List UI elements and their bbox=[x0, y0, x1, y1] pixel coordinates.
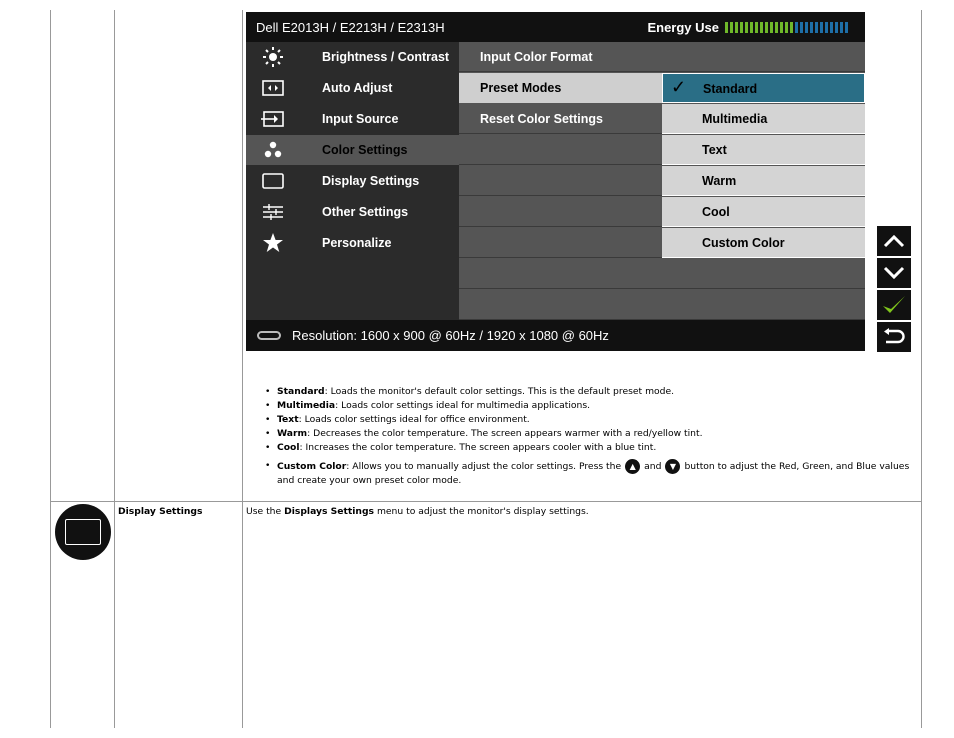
menu-item-personalize[interactable] bbox=[246, 228, 459, 258]
bullet-term: Text bbox=[277, 414, 299, 425]
menu-item-color-settings[interactable] bbox=[246, 135, 459, 165]
submenu-item-reset-color-settings[interactable]: Reset Color Settings bbox=[480, 112, 603, 126]
energy-bar-segment bbox=[755, 22, 758, 33]
chevron-up-icon bbox=[883, 233, 905, 249]
menu-item-other-settings[interactable] bbox=[246, 197, 459, 227]
option-cool[interactable] bbox=[662, 197, 865, 227]
list-item bbox=[265, 459, 915, 488]
desc-text: Use the bbox=[246, 506, 282, 517]
option-label: Cool bbox=[702, 205, 730, 219]
bullet-term: Multimedia bbox=[277, 400, 336, 411]
back-button[interactable] bbox=[877, 322, 911, 352]
menu-label: Input Source bbox=[322, 112, 399, 126]
desc-term: Displays Settings bbox=[284, 506, 375, 517]
osd-footer bbox=[246, 320, 865, 351]
bullet-term: Warm bbox=[277, 428, 308, 439]
sliders-icon bbox=[260, 202, 286, 222]
energy-bar-segment bbox=[805, 22, 808, 33]
option-multimedia[interactable] bbox=[662, 104, 865, 134]
menu-item-display-settings[interactable] bbox=[246, 166, 459, 196]
bullet-text: : Loads color settings ideal for office environment. bbox=[298, 414, 530, 425]
submenu-row bbox=[459, 290, 865, 320]
auto-adjust-icon bbox=[260, 78, 286, 98]
checkmark-icon: ✓ bbox=[671, 77, 687, 97]
energy-bar-segment bbox=[840, 22, 843, 33]
energy-bar-segment bbox=[770, 22, 773, 33]
option-label: Text bbox=[702, 143, 727, 157]
bullet-text: : Loads color settings ideal for multimedia applications. bbox=[335, 400, 591, 411]
energy-bar-segment bbox=[830, 22, 833, 33]
sun-icon bbox=[260, 47, 286, 67]
list-item bbox=[265, 427, 915, 441]
energy-use-meter bbox=[725, 22, 851, 33]
menu-label: Other Settings bbox=[322, 205, 409, 219]
bullet-text: : Allows you to manually adjust the color settings. Press the bbox=[346, 461, 622, 472]
list-item bbox=[265, 385, 915, 399]
resolution-text: Resolution: 1600 x 900 @ 60Hz / 1920 x 1080 @ 60Hz bbox=[292, 328, 609, 343]
submenu-item-input-color-format[interactable]: Input Color Format bbox=[480, 50, 593, 64]
row-label-display-settings: Display Settings bbox=[118, 506, 203, 517]
energy-bar-segment bbox=[740, 22, 743, 33]
list-item bbox=[265, 399, 915, 413]
option-label: Warm bbox=[702, 174, 737, 188]
energy-bar-segment bbox=[775, 22, 778, 33]
up-arrow-button[interactable] bbox=[877, 226, 911, 256]
option-standard[interactable] bbox=[662, 73, 865, 103]
confirm-button[interactable] bbox=[877, 290, 911, 320]
energy-bar-segment bbox=[730, 22, 733, 33]
energy-bar-segment bbox=[780, 22, 783, 33]
option-warm[interactable] bbox=[662, 166, 865, 196]
option-label: Custom Color bbox=[702, 236, 785, 250]
list-item bbox=[265, 413, 915, 427]
energy-bar-segment bbox=[790, 22, 793, 33]
star-icon bbox=[260, 233, 286, 253]
menu-label: Auto Adjust bbox=[322, 81, 393, 95]
energy-bar-segment bbox=[785, 22, 788, 33]
energy-bar-segment bbox=[735, 22, 738, 33]
checkmark-icon bbox=[881, 294, 907, 316]
bullet-term: Cool bbox=[277, 442, 300, 453]
bullet-text: : Loads the monitor's default color settings. This is the default preset mode. bbox=[324, 386, 675, 397]
row-description bbox=[246, 506, 589, 517]
energy-use-label: Energy Use bbox=[647, 20, 719, 35]
menu-item-input-source[interactable] bbox=[246, 104, 459, 134]
energy-bar-segment bbox=[810, 22, 813, 33]
osd-title: Dell E2013H / E2213H / E2313H bbox=[256, 20, 445, 35]
down-arrow-button[interactable] bbox=[877, 258, 911, 288]
energy-bar-segment bbox=[800, 22, 803, 33]
bullet-term: Standard bbox=[277, 386, 325, 397]
energy-bar-segment bbox=[820, 22, 823, 33]
menu-label: Brightness / Contrast bbox=[322, 50, 450, 64]
input-source-icon bbox=[260, 109, 286, 129]
chevron-down-icon bbox=[883, 265, 905, 281]
desc-text: menu to adjust the monitor's display settings. bbox=[376, 506, 589, 517]
energy-bar-segment bbox=[745, 22, 748, 33]
energy-bar-segment bbox=[750, 22, 753, 33]
preset-mode-descriptions bbox=[265, 385, 915, 488]
bullet-term: Custom Color bbox=[277, 461, 347, 472]
submenu-row bbox=[459, 259, 865, 289]
color-dots-icon bbox=[260, 140, 286, 160]
table-border-left bbox=[50, 10, 51, 728]
energy-bar-segment bbox=[825, 22, 828, 33]
display-icon bbox=[260, 171, 286, 191]
list-item bbox=[265, 441, 915, 455]
energy-bar-segment bbox=[835, 22, 838, 33]
energy-bar-segment bbox=[795, 22, 798, 33]
submenu-item-preset-modes[interactable]: Preset Modes bbox=[459, 73, 662, 103]
resolution-icon bbox=[257, 331, 281, 340]
osd-menu-screenshot bbox=[246, 12, 865, 351]
display-settings-icon bbox=[55, 504, 111, 560]
table-border-col2 bbox=[242, 10, 243, 728]
energy-bar-segment bbox=[845, 22, 848, 33]
menu-label: Color Settings bbox=[322, 143, 408, 157]
energy-bar-segment bbox=[760, 22, 763, 33]
option-label: Standard bbox=[703, 82, 758, 96]
table-border-right bbox=[921, 10, 922, 728]
bullet-text: : Decreases the color temperature. The screen appears warmer with a red/yellow tint. bbox=[307, 428, 703, 439]
energy-bar-segment bbox=[725, 22, 728, 33]
energy-bar-segment bbox=[815, 22, 818, 33]
menu-label: Personalize bbox=[322, 236, 392, 250]
osd-header bbox=[246, 12, 865, 42]
chevron-down-icon: ▼ bbox=[665, 459, 680, 474]
energy-bar-segment bbox=[765, 22, 768, 33]
menu-label: Display Settings bbox=[322, 174, 420, 188]
bullet-text: and bbox=[644, 461, 662, 472]
menu-item-auto-adjust[interactable] bbox=[246, 73, 459, 103]
table-border-col1 bbox=[114, 10, 115, 728]
table-row-divider bbox=[50, 501, 922, 502]
option-text[interactable] bbox=[662, 135, 865, 165]
option-custom-color[interactable] bbox=[662, 228, 865, 258]
return-arrow-icon bbox=[883, 328, 905, 346]
bullet-text: button to adjust the Red, Green, and Blue values and create your own preset color mode. bbox=[277, 461, 910, 486]
option-label: Multimedia bbox=[702, 112, 768, 126]
bullet-text: : Increases the color temperature. The screen appears cooler with a blue tint. bbox=[299, 442, 657, 453]
menu-item-brightness-contrast[interactable] bbox=[246, 42, 459, 72]
chevron-up-icon: ▲ bbox=[625, 459, 640, 474]
